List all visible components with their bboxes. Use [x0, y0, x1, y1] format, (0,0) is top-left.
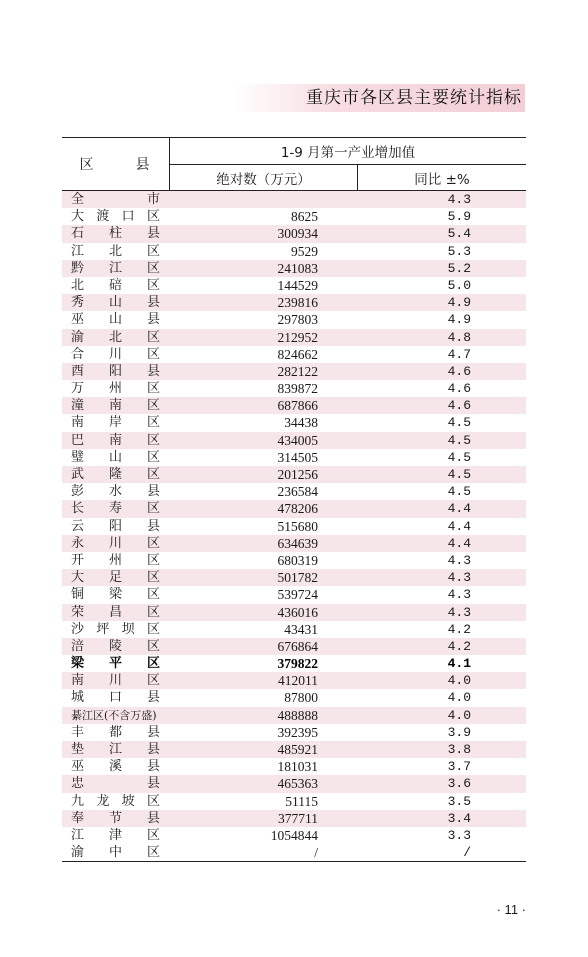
- yoy-change: 5.4: [447, 226, 471, 242]
- district-name: 潼 南 区: [71, 398, 160, 414]
- district-name: 奉 节 县: [71, 810, 160, 826]
- yoy-change: 4.0: [447, 673, 471, 689]
- absolute-value: 241083: [277, 260, 318, 276]
- district-name: 永 川 区: [71, 535, 160, 551]
- district-name: 酉 阳 县: [71, 363, 160, 379]
- yoy-change: 4.5: [447, 432, 471, 448]
- table-row: [62, 277, 526, 294]
- table-row: [62, 243, 526, 260]
- yoy-change: 4.5: [447, 467, 471, 482]
- district-name: 北 碚 区: [71, 277, 160, 293]
- district-name: 巫 山 县: [71, 312, 160, 328]
- district-name: 涪 陵 区: [71, 638, 160, 654]
- absolute-value: 297803: [277, 312, 318, 328]
- absolute-value: 282122: [277, 363, 318, 379]
- district-name: 垫 江 县: [71, 742, 160, 757]
- district-name: 城 口 县: [71, 690, 160, 706]
- district-name: 云 阳 县: [71, 518, 160, 534]
- table-row: [62, 552, 526, 569]
- table-row: [62, 518, 526, 535]
- absolute-value: 236584: [277, 484, 318, 500]
- yoy-change: 4.6: [447, 381, 471, 397]
- absolute-value: 824662: [277, 346, 318, 362]
- table-row: [62, 311, 526, 328]
- table-row: [62, 724, 526, 741]
- district-name: 合 川 区: [71, 346, 160, 362]
- absolute-value: 465363: [277, 776, 318, 792]
- yoy-change: 4.9: [447, 312, 471, 328]
- header-district: 区 县: [79, 157, 164, 173]
- table-row: [62, 225, 526, 242]
- yoy-change: 3.6: [447, 776, 471, 792]
- page-number: · 11 ·: [496, 902, 526, 917]
- header-absolute-value: 绝对数（万元）: [169, 165, 357, 190]
- absolute-value: 9529: [291, 243, 318, 259]
- table-row: [62, 329, 526, 346]
- absolute-value: 392395: [277, 724, 318, 740]
- district-name: 荣 昌 区: [71, 604, 160, 620]
- table-body: [62, 191, 526, 861]
- yoy-change: 4.4: [447, 518, 471, 534]
- district-name: 江 津 区: [71, 827, 160, 843]
- absolute-value: 377711: [278, 810, 318, 826]
- page-title: 重庆市各区县主要统计指标: [306, 88, 522, 108]
- table-row: [62, 689, 526, 706]
- yoy-change: 5.0: [447, 277, 471, 293]
- absolute-value: 314505: [277, 449, 318, 465]
- district-name: 黔 江 区: [71, 260, 160, 276]
- district-name: 南 岸 区: [71, 415, 160, 431]
- table-header: [62, 138, 526, 191]
- header-yoy-change: 同比 ±%: [357, 165, 526, 190]
- absolute-value: 144529: [277, 277, 318, 293]
- table-row: [62, 586, 526, 603]
- table-row: [62, 604, 526, 621]
- absolute-value: 34438: [284, 415, 318, 431]
- yoy-change: 4.3: [447, 570, 471, 586]
- table-row: [62, 810, 526, 827]
- table-row: [62, 844, 526, 861]
- table-row: [62, 569, 526, 586]
- table-row: [62, 260, 526, 277]
- district-name: 石 柱 县: [71, 226, 160, 242]
- yoy-change: 3.5: [447, 793, 471, 809]
- table-row: [62, 346, 526, 363]
- table-row: [62, 363, 526, 380]
- district-name: 丰 都 县: [71, 724, 160, 740]
- table-row: [62, 758, 526, 775]
- table-row: [62, 500, 526, 517]
- district-name: 璧 山 区: [71, 449, 160, 465]
- table-row: [62, 483, 526, 500]
- yoy-change: 4.4: [447, 501, 471, 517]
- absolute-value: 478206: [277, 501, 318, 517]
- yoy-change: 3.7: [447, 759, 471, 775]
- yoy-change: 5.2: [447, 260, 471, 276]
- district-name: 铜 梁 区: [71, 587, 160, 603]
- table-row: [62, 827, 526, 844]
- district-name: 梁 平 区: [71, 656, 160, 672]
- table-row: [62, 638, 526, 655]
- table-row: [62, 449, 526, 466]
- yoy-change: 4.2: [447, 621, 471, 637]
- district-name: 南 川 区: [71, 673, 160, 689]
- district-name: 忠 县: [71, 776, 160, 792]
- table-row: [62, 655, 526, 672]
- absolute-value: 8625: [291, 209, 318, 225]
- yoy-change: 4.5: [447, 484, 471, 500]
- district-name: 渝 中 区: [71, 845, 160, 861]
- yoy-change: 4.3: [447, 192, 471, 207]
- district-name: 武 隆 区: [71, 467, 160, 482]
- absolute-value: 687866: [277, 398, 318, 414]
- table-row: [62, 397, 526, 414]
- table-row: [62, 294, 526, 311]
- absolute-value: 212952: [277, 329, 318, 345]
- absolute-value: 539724: [277, 587, 318, 603]
- yoy-change: 4.3: [447, 587, 471, 603]
- yoy-change: 4.3: [447, 604, 471, 620]
- table-row: [62, 707, 526, 724]
- absolute-value: 201256: [277, 467, 318, 482]
- yoy-change: 4.5: [447, 415, 471, 431]
- district-name: 全 市: [71, 192, 160, 207]
- table-row: [62, 191, 526, 208]
- absolute-value: 87800: [284, 690, 318, 706]
- table-row: [62, 621, 526, 638]
- header-primary-industry: 1-9 月第一产业增加值: [169, 138, 526, 165]
- absolute-value: 1054844: [270, 827, 318, 843]
- yoy-change: 4.1: [447, 656, 471, 672]
- yoy-change: 4.0: [447, 690, 471, 706]
- district-name: 綦江区(不含万盛): [71, 708, 157, 722]
- table-row: [62, 466, 526, 483]
- yoy-change: 3.8: [447, 742, 471, 757]
- district-name: 巴 南 区: [71, 432, 160, 448]
- absolute-value: 379822: [277, 656, 318, 672]
- absolute-value: /: [314, 845, 318, 861]
- table-row: [62, 672, 526, 689]
- table-row: [62, 414, 526, 431]
- table-row: [62, 380, 526, 397]
- absolute-value: 412011: [278, 673, 318, 689]
- yoy-change: 4.9: [447, 295, 471, 311]
- absolute-value: 634639: [277, 535, 318, 551]
- district-name: 开 州 区: [71, 552, 160, 568]
- statistics-table: [62, 137, 526, 862]
- yoy-change: 3.9: [447, 724, 471, 740]
- yoy-change: 4.7: [447, 346, 471, 362]
- absolute-value: 488888: [277, 707, 318, 723]
- table-row: [62, 208, 526, 225]
- absolute-value: 676864: [277, 638, 318, 654]
- absolute-value: 515680: [277, 518, 318, 534]
- absolute-value: 51115: [285, 793, 318, 809]
- absolute-value: 501782: [277, 570, 318, 586]
- yoy-change: 4.4: [447, 535, 471, 551]
- district-name: 大 渡 口 区: [71, 209, 160, 225]
- absolute-value: 300934: [277, 226, 318, 242]
- district-name: 沙 坪 坝 区: [71, 621, 160, 637]
- district-name: 万 州 区: [71, 381, 160, 397]
- absolute-value: 43431: [284, 621, 318, 637]
- district-name: 江 北 区: [71, 243, 160, 259]
- district-name: 九 龙 坡 区: [71, 793, 160, 809]
- yoy-change: /: [463, 845, 471, 861]
- table-row: [62, 775, 526, 792]
- table-row: [62, 432, 526, 449]
- absolute-value: 434005: [277, 432, 318, 448]
- absolute-value: 181031: [277, 759, 318, 775]
- yoy-change: 4.0: [447, 707, 471, 723]
- absolute-value: 839872: [277, 381, 318, 397]
- yoy-change: 4.6: [447, 363, 471, 379]
- district-name: 巫 溪 县: [71, 759, 160, 775]
- district-name: 渝 北 区: [71, 329, 160, 345]
- absolute-value: 485921: [277, 742, 318, 757]
- yoy-change: 5.9: [447, 209, 471, 225]
- yoy-change: 4.3: [447, 552, 471, 568]
- table-row: [62, 793, 526, 810]
- yoy-change: 4.5: [447, 449, 471, 465]
- yoy-change: 4.6: [447, 398, 471, 414]
- district-name: 秀 山 县: [71, 295, 160, 311]
- absolute-value: 436016: [277, 604, 318, 620]
- district-name: 长 寿 区: [71, 501, 160, 517]
- table-row: [62, 535, 526, 552]
- yoy-change: 3.3: [447, 827, 471, 843]
- district-name: 大 足 区: [71, 570, 160, 586]
- table-row: [62, 741, 526, 758]
- yoy-change: 4.2: [447, 638, 471, 654]
- absolute-value: [160, 191, 318, 208]
- yoy-change: 4.8: [447, 329, 471, 345]
- absolute-value: 239816: [277, 295, 318, 311]
- yoy-change: 5.3: [447, 243, 471, 259]
- yoy-change: 3.4: [447, 810, 471, 826]
- district-name: 彭 水 县: [71, 484, 160, 500]
- absolute-value: 680319: [277, 552, 318, 568]
